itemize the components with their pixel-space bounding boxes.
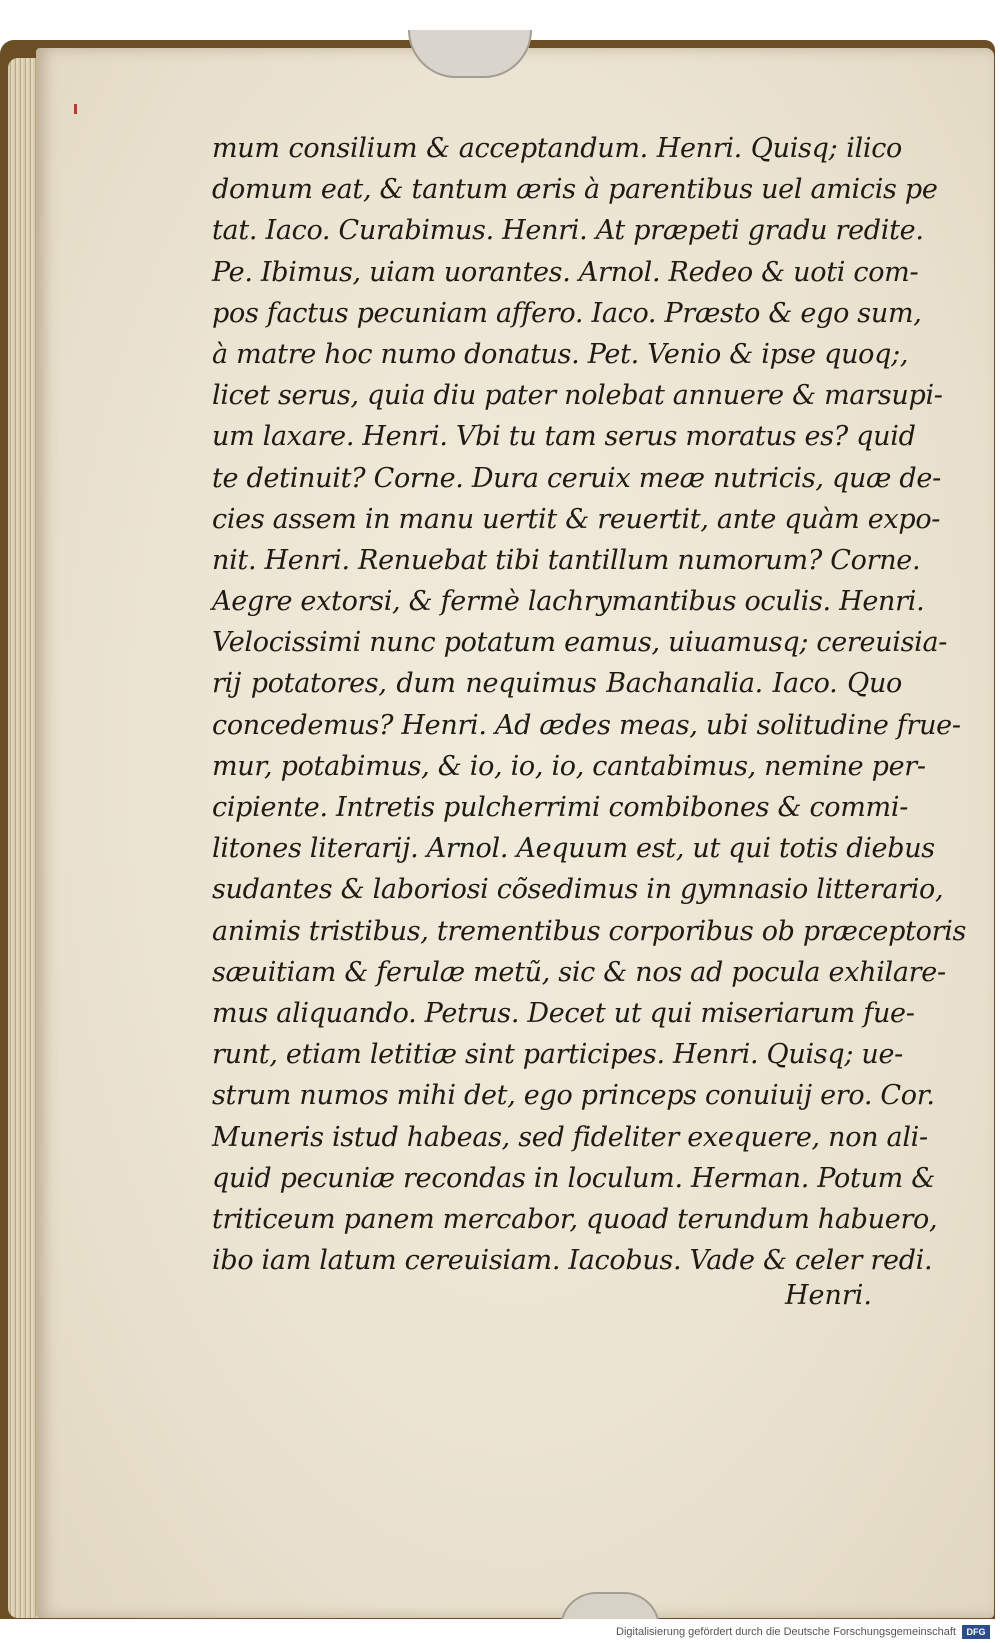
text-line: à matre hoc numo donatus. Pet. Venio & ipse quoq;, (212, 338, 909, 370)
text-line: nit. Henri. Renuebat tibi tantillum numorum? Corne. (212, 544, 921, 576)
text-line: mur, potabimus, & io, io, io, cantabimus, nemine per- (212, 750, 926, 782)
text-line: concedemus? Henri. Ad ædes meas, ubi solitudine frue- (212, 709, 961, 741)
text-line: Velocissimi nunc potatum eamus, uiuamusq; cereuisia- (212, 627, 948, 659)
text-line: cies assem in manu uertit & reuertit, ante quàm expo- (212, 503, 941, 535)
text-line: mus aliquando. Petrus. Decet ut qui miseriarum fue- (212, 997, 915, 1029)
text-line: strum numos mihi det, ego princeps conuiuij ero. Cor. (212, 1080, 935, 1112)
text-line: litones literarij. Arnol. Aequum est, ut qui totis diebus (212, 833, 935, 865)
text-line: um laxare. Henri. Vbi tu tam serus moratus es? quid (212, 421, 916, 453)
text-line: sudantes & laboriosi cõsedimus in gymnasio litterario, (212, 874, 944, 906)
text-line: runt, etiam letitiæ sint participes. Henri. Quisq; ue- (212, 1039, 904, 1071)
text-line: tat. Iaco. Curabimus. Henri. At præpeti gradu redite. (212, 215, 924, 247)
text-line: te detinuit? Corne. Dura ceruix meæ nutricis, quæ de- (212, 462, 941, 494)
text-line: pos factus pecuniam affero. Iaco. Præsto & ego sum, (212, 297, 922, 329)
margin-mark (74, 104, 77, 114)
text-line: Muneris istud habeas, sed fideliter exequere, non ali- (212, 1121, 928, 1153)
catchword: Henri. (784, 1280, 872, 1311)
text-line: Pe. Ibimus, uiam uorantes. Arnol. Redeo & uoti com- (212, 256, 919, 288)
text-line: quid pecuniæ recondas in loculum. Herman. Potum & (212, 1162, 935, 1194)
text-line: cipiente. Intretis pulcherrimi combibones & commi- (212, 792, 909, 823)
text-line: Aegre extorsi, & fermè lachrymantibus oculis. Henri. (212, 586, 925, 618)
body-text (212, 128, 967, 1281)
text-line: licet serus, quia diu pater nolebat annuere & marsupi- (212, 380, 943, 412)
digitization-credit: Digitalisierung gefördert durch die Deutsche Forschungsgemeinschaft (616, 1626, 956, 1638)
text-line: domum eat, & tantum æris à parentibus uel amicis pe (212, 174, 938, 206)
text-line: sæuitiam & ferulæ metũ, sic & nos ad pocula exhilare- (212, 956, 946, 988)
text-line: animis tristibus, trementibus corporibus ob præceptoris (212, 915, 967, 947)
text-line: ibo iam latum cereuisiam. Iacobus. Vade & celer redi. (212, 1245, 933, 1277)
text-line: mum consilium & acceptandum. Henri. Quisq; ilico (212, 133, 902, 164)
text-line: rij potatores, dum nequimus Bachanalia. Iaco. Quo (212, 668, 902, 700)
text-line: triticeum panem mercabor, quoad terundum habuero, (212, 1203, 938, 1235)
footer-bar (0, 1619, 1000, 1643)
dfg-logo-icon: DFG (962, 1625, 990, 1639)
